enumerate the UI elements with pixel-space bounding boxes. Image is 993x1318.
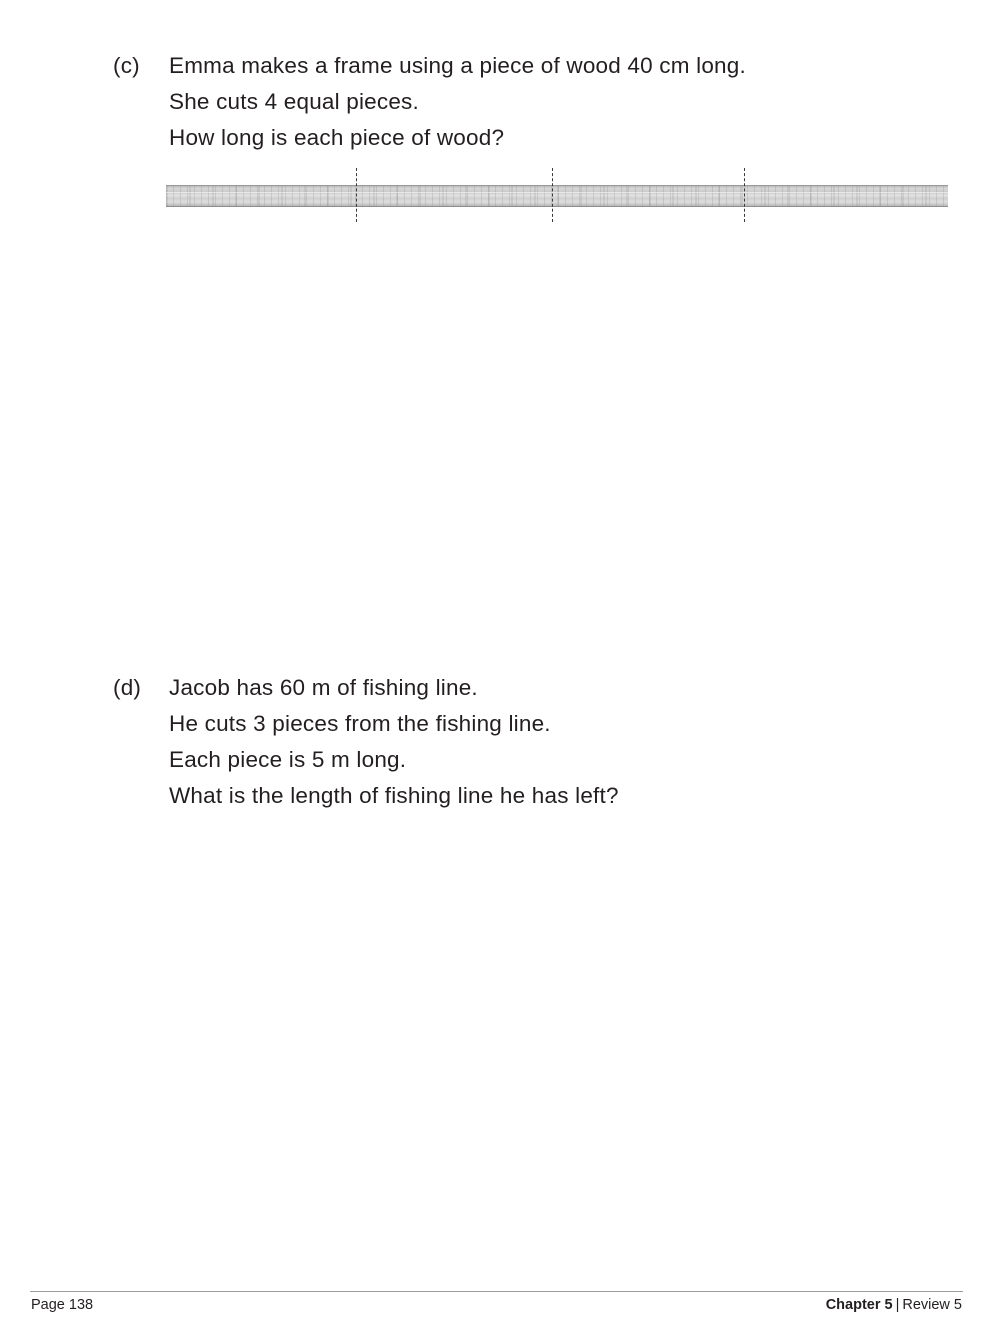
footer-divider (30, 1291, 963, 1292)
footer-separator: | (895, 1297, 900, 1313)
question-d-line-3: Each piece is 5 m long. (169, 747, 407, 772)
cut-mark-1-icon (356, 168, 358, 222)
wooden-plank-figure (166, 168, 948, 222)
question-c-text (169, 48, 913, 156)
footer-page-number: Page 138 (31, 1297, 94, 1313)
question-c-line-2: She cuts 4 equal pieces. (169, 89, 419, 114)
question-c-line-3: How long is each piece of wood? (169, 125, 505, 150)
cut-mark-2-icon (552, 168, 554, 222)
question-d-label: (d) (113, 675, 142, 700)
footer-chapter-label: Chapter 5 (825, 1297, 893, 1313)
question-c-line-1: Emma makes a frame using a piece of wood 40 cm long. (169, 53, 746, 78)
question-d-line-4: What is the length of fishing line he has left? (169, 783, 619, 808)
footer-chapter-info (826, 1297, 962, 1313)
question-c (113, 48, 913, 156)
question-d-line-1: Jacob has 60 m of fishing line. (169, 675, 478, 700)
question-d-text (169, 670, 913, 814)
question-c-label: (c) (113, 53, 140, 78)
question-d-line-2: He cuts 3 pieces from the fishing line. (169, 711, 551, 736)
cut-mark-3-icon (744, 168, 746, 222)
plank-image (166, 185, 948, 207)
footer-review-label: Review 5 (902, 1297, 962, 1313)
question-d (113, 670, 913, 814)
